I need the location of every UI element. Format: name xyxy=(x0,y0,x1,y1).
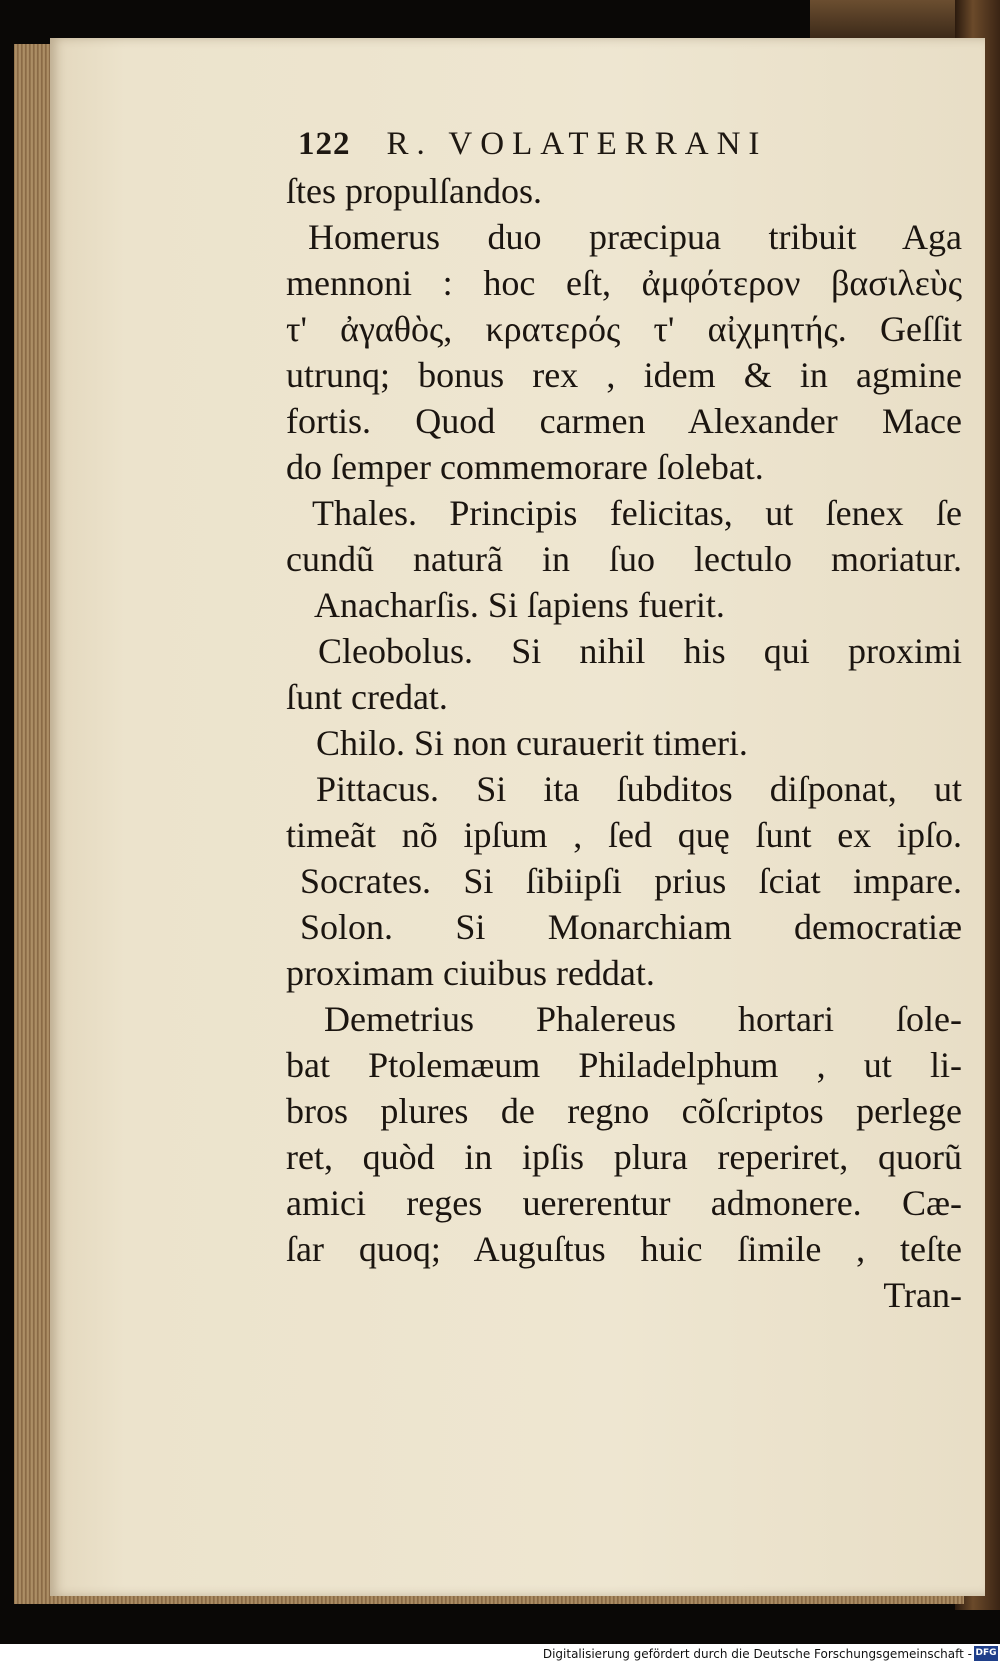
text-line: Solon. Si Monarchiam democratiæ xyxy=(300,907,962,947)
text-line: Cleobolus. Si nihil his qui proximi xyxy=(318,631,962,671)
text-line: fortis. Quod carmen Alexander Mace xyxy=(286,401,962,441)
text-line: τ' ἀγαθὸς, κρατερός τ' αἰχμητής. Geſſit xyxy=(286,309,962,349)
text-line: timeãt nõ ipſum , ſed quę ſunt ex ipſo. xyxy=(286,815,962,855)
text-line: bat Ptolemæum Philadelphum , ut li- xyxy=(286,1045,962,1085)
catchword: Tran- xyxy=(883,1275,962,1315)
text-line: ſar quoq; Auguſtus huic ſimile , teſte xyxy=(286,1229,962,1269)
text-line: Thales. Principis felicitas, ut ſenex ſe xyxy=(312,493,962,533)
page-number: 122 xyxy=(298,126,351,162)
text-line: utrunq; bonus rex , idem & in agmine xyxy=(286,355,962,395)
dfg-logo: DFG xyxy=(974,1646,998,1661)
running-head xyxy=(298,126,767,163)
text-line: Socrates. Si ſibiipſi prius ſciat impare. xyxy=(300,861,962,901)
text-line: cundũ naturã in ſuo lectulo moriatur. xyxy=(286,539,962,579)
text-block xyxy=(286,168,962,1318)
text-line: ſtes propulſandos. xyxy=(286,171,542,211)
funding-notice: Digitalisierung gefördert durch die Deutsche Forschungsgemeinschaft - xyxy=(542,1647,972,1661)
text-line: proximam ciuibus reddat. xyxy=(286,953,655,993)
text-line: bros plures de regno cõſcriptos perlege xyxy=(286,1091,962,1131)
text-line: amici reges uererentur admonere. Cæ- xyxy=(286,1183,962,1223)
text-line: Homerus duo præcipua tribuit Aga xyxy=(308,217,962,257)
text-line: Anacharſis. Si ſapiens fuerit. xyxy=(314,585,725,625)
text-line: ret, quòd in ipſis plura reperiret, quorũ xyxy=(286,1137,962,1177)
text-line: Demetrius Phalereus hortari ſole- xyxy=(324,999,962,1039)
text-line: ſunt credat. xyxy=(286,677,448,717)
text-line: Chilo. Si non curauerit timeri. xyxy=(316,723,748,763)
text-line: Pittacus. Si ita ſubditos diſponat, ut xyxy=(316,769,962,809)
text-line: do ſemper commemorare ſolebat. xyxy=(286,447,764,487)
running-title: R. VOLATERRANI xyxy=(386,126,768,162)
text-line: mennoni : hoc eſt, ἀμφότερον βασιλεὺς xyxy=(286,263,962,303)
